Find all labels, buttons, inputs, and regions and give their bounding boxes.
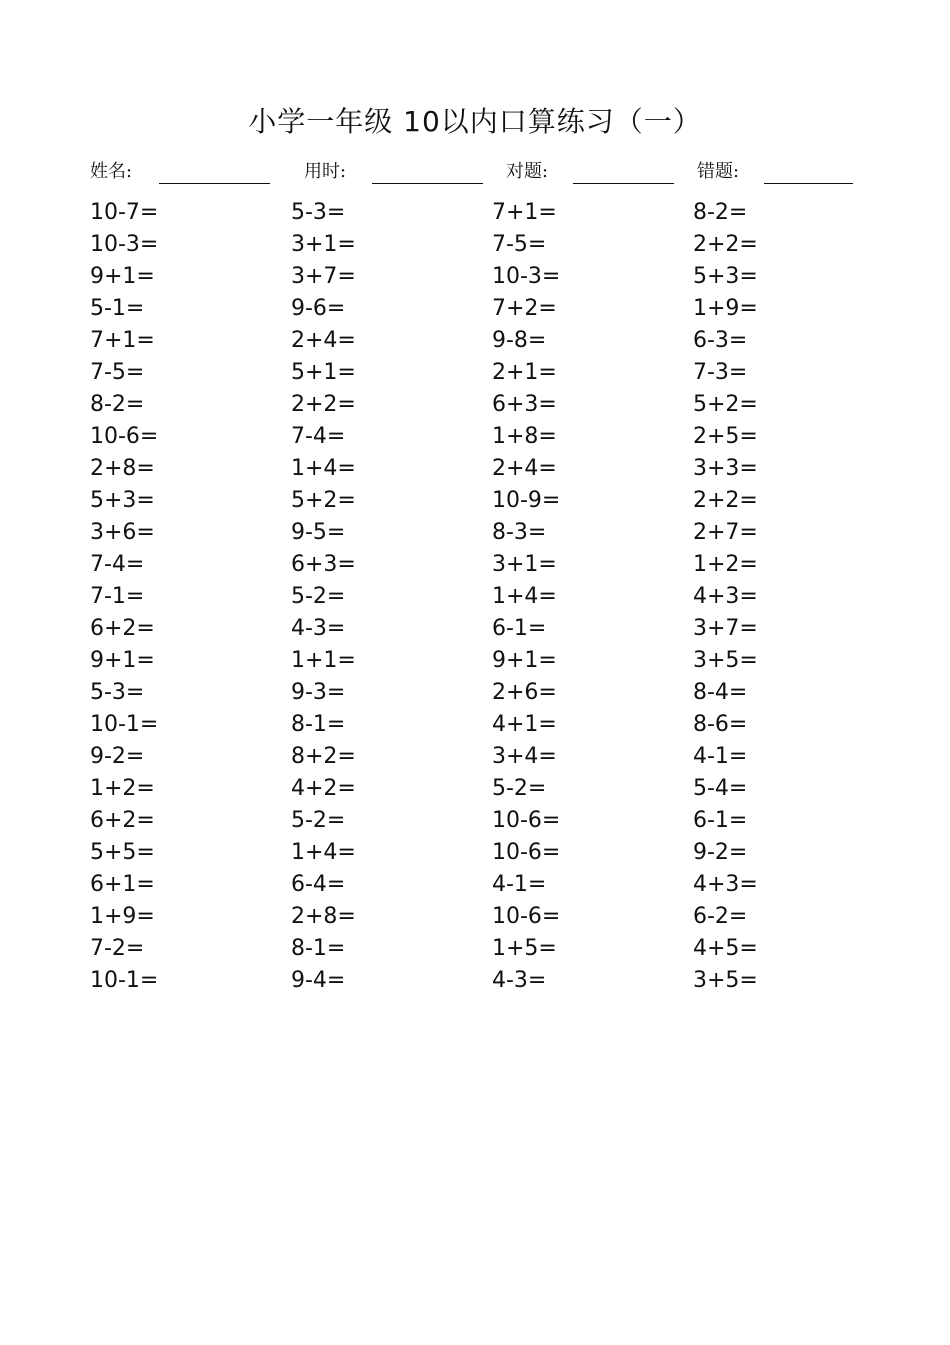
- arithmetic-problem: 4-3=: [291, 616, 346, 641]
- arithmetic-problem: 7-2=: [90, 936, 145, 961]
- arithmetic-problem: 5-3=: [90, 680, 145, 705]
- arithmetic-problem: 5-1=: [90, 296, 145, 321]
- arithmetic-problem: 7+2=: [492, 296, 557, 321]
- arithmetic-problem: 3+1=: [291, 232, 356, 257]
- arithmetic-problem: 7-3=: [693, 360, 748, 385]
- arithmetic-problem: 10-1=: [90, 968, 159, 993]
- arithmetic-problem: 4-1=: [492, 872, 547, 897]
- arithmetic-problem: 1+2=: [693, 552, 758, 577]
- problem-column-1: [90, 197, 290, 997]
- wrong-count-label: 错题:: [697, 161, 740, 182]
- arithmetic-problem: 5+3=: [90, 488, 155, 513]
- time-label: 用时:: [304, 161, 347, 182]
- arithmetic-problem: 8-3=: [492, 520, 547, 545]
- arithmetic-problem: 3+1=: [492, 552, 557, 577]
- arithmetic-problem: 2+2=: [693, 232, 758, 257]
- arithmetic-problem: 10-6=: [492, 808, 561, 833]
- arithmetic-problem: 10-9=: [492, 488, 561, 513]
- arithmetic-problem: 9-5=: [291, 520, 346, 545]
- arithmetic-problem: 6+2=: [90, 808, 155, 833]
- arithmetic-problem: 4-1=: [693, 744, 748, 769]
- arithmetic-problem: 3+6=: [90, 520, 155, 545]
- arithmetic-problem: 4-3=: [492, 968, 547, 993]
- arithmetic-problem: 9-2=: [693, 840, 748, 865]
- correct-count-label: 对题:: [506, 161, 549, 182]
- arithmetic-problem: 2+1=: [492, 360, 557, 385]
- arithmetic-problem: 7-5=: [90, 360, 145, 385]
- arithmetic-problem: 1+2=: [90, 776, 155, 801]
- arithmetic-problem: 6+3=: [291, 552, 356, 577]
- arithmetic-problem: 4+1=: [492, 712, 557, 737]
- arithmetic-problem: 6+3=: [492, 392, 557, 417]
- arithmetic-problem: 2+4=: [492, 456, 557, 481]
- arithmetic-problem: 5+3=: [693, 264, 758, 289]
- name-answer-line[interactable]: [159, 183, 270, 184]
- name-label: 姓名:: [90, 161, 133, 182]
- time-answer-line[interactable]: [372, 183, 483, 184]
- arithmetic-problem: 1+9=: [693, 296, 758, 321]
- arithmetic-problem: 6-1=: [693, 808, 748, 833]
- wrong-count-field: [697, 158, 867, 186]
- arithmetic-problem: 5-3=: [291, 200, 346, 225]
- arithmetic-problem: 9+1=: [492, 648, 557, 673]
- arithmetic-problem: 7+1=: [492, 200, 557, 225]
- arithmetic-problem: 9+1=: [90, 264, 155, 289]
- arithmetic-problem: 8-1=: [291, 712, 346, 737]
- arithmetic-problem: 1+1=: [291, 648, 356, 673]
- arithmetic-problem: 10-3=: [492, 264, 561, 289]
- arithmetic-problem: 6-3=: [693, 328, 748, 353]
- arithmetic-problem: 9-2=: [90, 744, 145, 769]
- arithmetic-problem: 3+3=: [693, 456, 758, 481]
- arithmetic-problem: 5-2=: [492, 776, 547, 801]
- arithmetic-problem: 4+3=: [693, 872, 758, 897]
- arithmetic-problem: 9-4=: [291, 968, 346, 993]
- arithmetic-problem: 6+1=: [90, 872, 155, 897]
- correct-count-field: [506, 158, 686, 186]
- arithmetic-problem: 1+8=: [492, 424, 557, 449]
- arithmetic-problem: 5-2=: [291, 808, 346, 833]
- arithmetic-problem: 7-1=: [90, 584, 145, 609]
- arithmetic-problem: 5+1=: [291, 360, 356, 385]
- arithmetic-problem: 3+5=: [693, 968, 758, 993]
- arithmetic-problem: 6-4=: [291, 872, 346, 897]
- arithmetic-problem: 2+8=: [90, 456, 155, 481]
- arithmetic-problem: 10-3=: [90, 232, 159, 257]
- arithmetic-problem: 6-2=: [693, 904, 748, 929]
- arithmetic-problem: 3+4=: [492, 744, 557, 769]
- time-field: [304, 158, 494, 186]
- arithmetic-problem: 10-6=: [492, 904, 561, 929]
- arithmetic-problem: 5-2=: [291, 584, 346, 609]
- arithmetic-problem: 8-4=: [693, 680, 748, 705]
- arithmetic-problem: 1+4=: [492, 584, 557, 609]
- arithmetic-problem: 2+2=: [693, 488, 758, 513]
- arithmetic-problem: 9+1=: [90, 648, 155, 673]
- problem-column-3: [492, 197, 692, 997]
- arithmetic-problem: 8-2=: [90, 392, 145, 417]
- arithmetic-problem: 4+2=: [291, 776, 356, 801]
- arithmetic-problem: 9-3=: [291, 680, 346, 705]
- arithmetic-problem: 9-8=: [492, 328, 547, 353]
- arithmetic-problem: 3+7=: [693, 616, 758, 641]
- arithmetic-problem: 10-6=: [90, 424, 159, 449]
- arithmetic-problem: 5-4=: [693, 776, 748, 801]
- worksheet-title: 小学一年级 10以内口算练习（一）: [248, 105, 702, 138]
- arithmetic-problem: 2+5=: [693, 424, 758, 449]
- student-info-row: [0, 158, 950, 186]
- arithmetic-problem: 1+4=: [291, 456, 356, 481]
- arithmetic-problem: 8-6=: [693, 712, 748, 737]
- arithmetic-problem: 5+2=: [291, 488, 356, 513]
- arithmetic-problem: 8+2=: [291, 744, 356, 769]
- arithmetic-problem: 2+4=: [291, 328, 356, 353]
- arithmetic-problem: 2+2=: [291, 392, 356, 417]
- arithmetic-problem: 1+5=: [492, 936, 557, 961]
- arithmetic-problem: 2+8=: [291, 904, 356, 929]
- arithmetic-problem: 5+2=: [693, 392, 758, 417]
- wrong-count-answer-line[interactable]: [764, 183, 853, 184]
- arithmetic-problem: 7+1=: [90, 328, 155, 353]
- arithmetic-problem: 8-1=: [291, 936, 346, 961]
- problem-column-2: [291, 197, 491, 997]
- arithmetic-problem: 7-4=: [90, 552, 145, 577]
- arithmetic-problem: 10-1=: [90, 712, 159, 737]
- arithmetic-problem: 8-2=: [693, 200, 748, 225]
- arithmetic-problem: 6-1=: [492, 616, 547, 641]
- arithmetic-problem: 10-7=: [90, 200, 159, 225]
- arithmetic-problem: 7-4=: [291, 424, 346, 449]
- arithmetic-problem: 3+5=: [693, 648, 758, 673]
- arithmetic-problem: 9-6=: [291, 296, 346, 321]
- arithmetic-problem: 10-6=: [492, 840, 561, 865]
- arithmetic-problem: 7-5=: [492, 232, 547, 257]
- arithmetic-problem: 3+7=: [291, 264, 356, 289]
- arithmetic-problem: 1+9=: [90, 904, 155, 929]
- arithmetic-problem: 2+6=: [492, 680, 557, 705]
- arithmetic-problem: 4+5=: [693, 936, 758, 961]
- name-field: [90, 158, 280, 186]
- arithmetic-problem: 4+3=: [693, 584, 758, 609]
- arithmetic-problem: 5+5=: [90, 840, 155, 865]
- problem-column-4: [693, 197, 893, 997]
- arithmetic-problem: 2+7=: [693, 520, 758, 545]
- correct-count-answer-line[interactable]: [573, 183, 674, 184]
- arithmetic-problem: 6+2=: [90, 616, 155, 641]
- arithmetic-problem: 1+4=: [291, 840, 356, 865]
